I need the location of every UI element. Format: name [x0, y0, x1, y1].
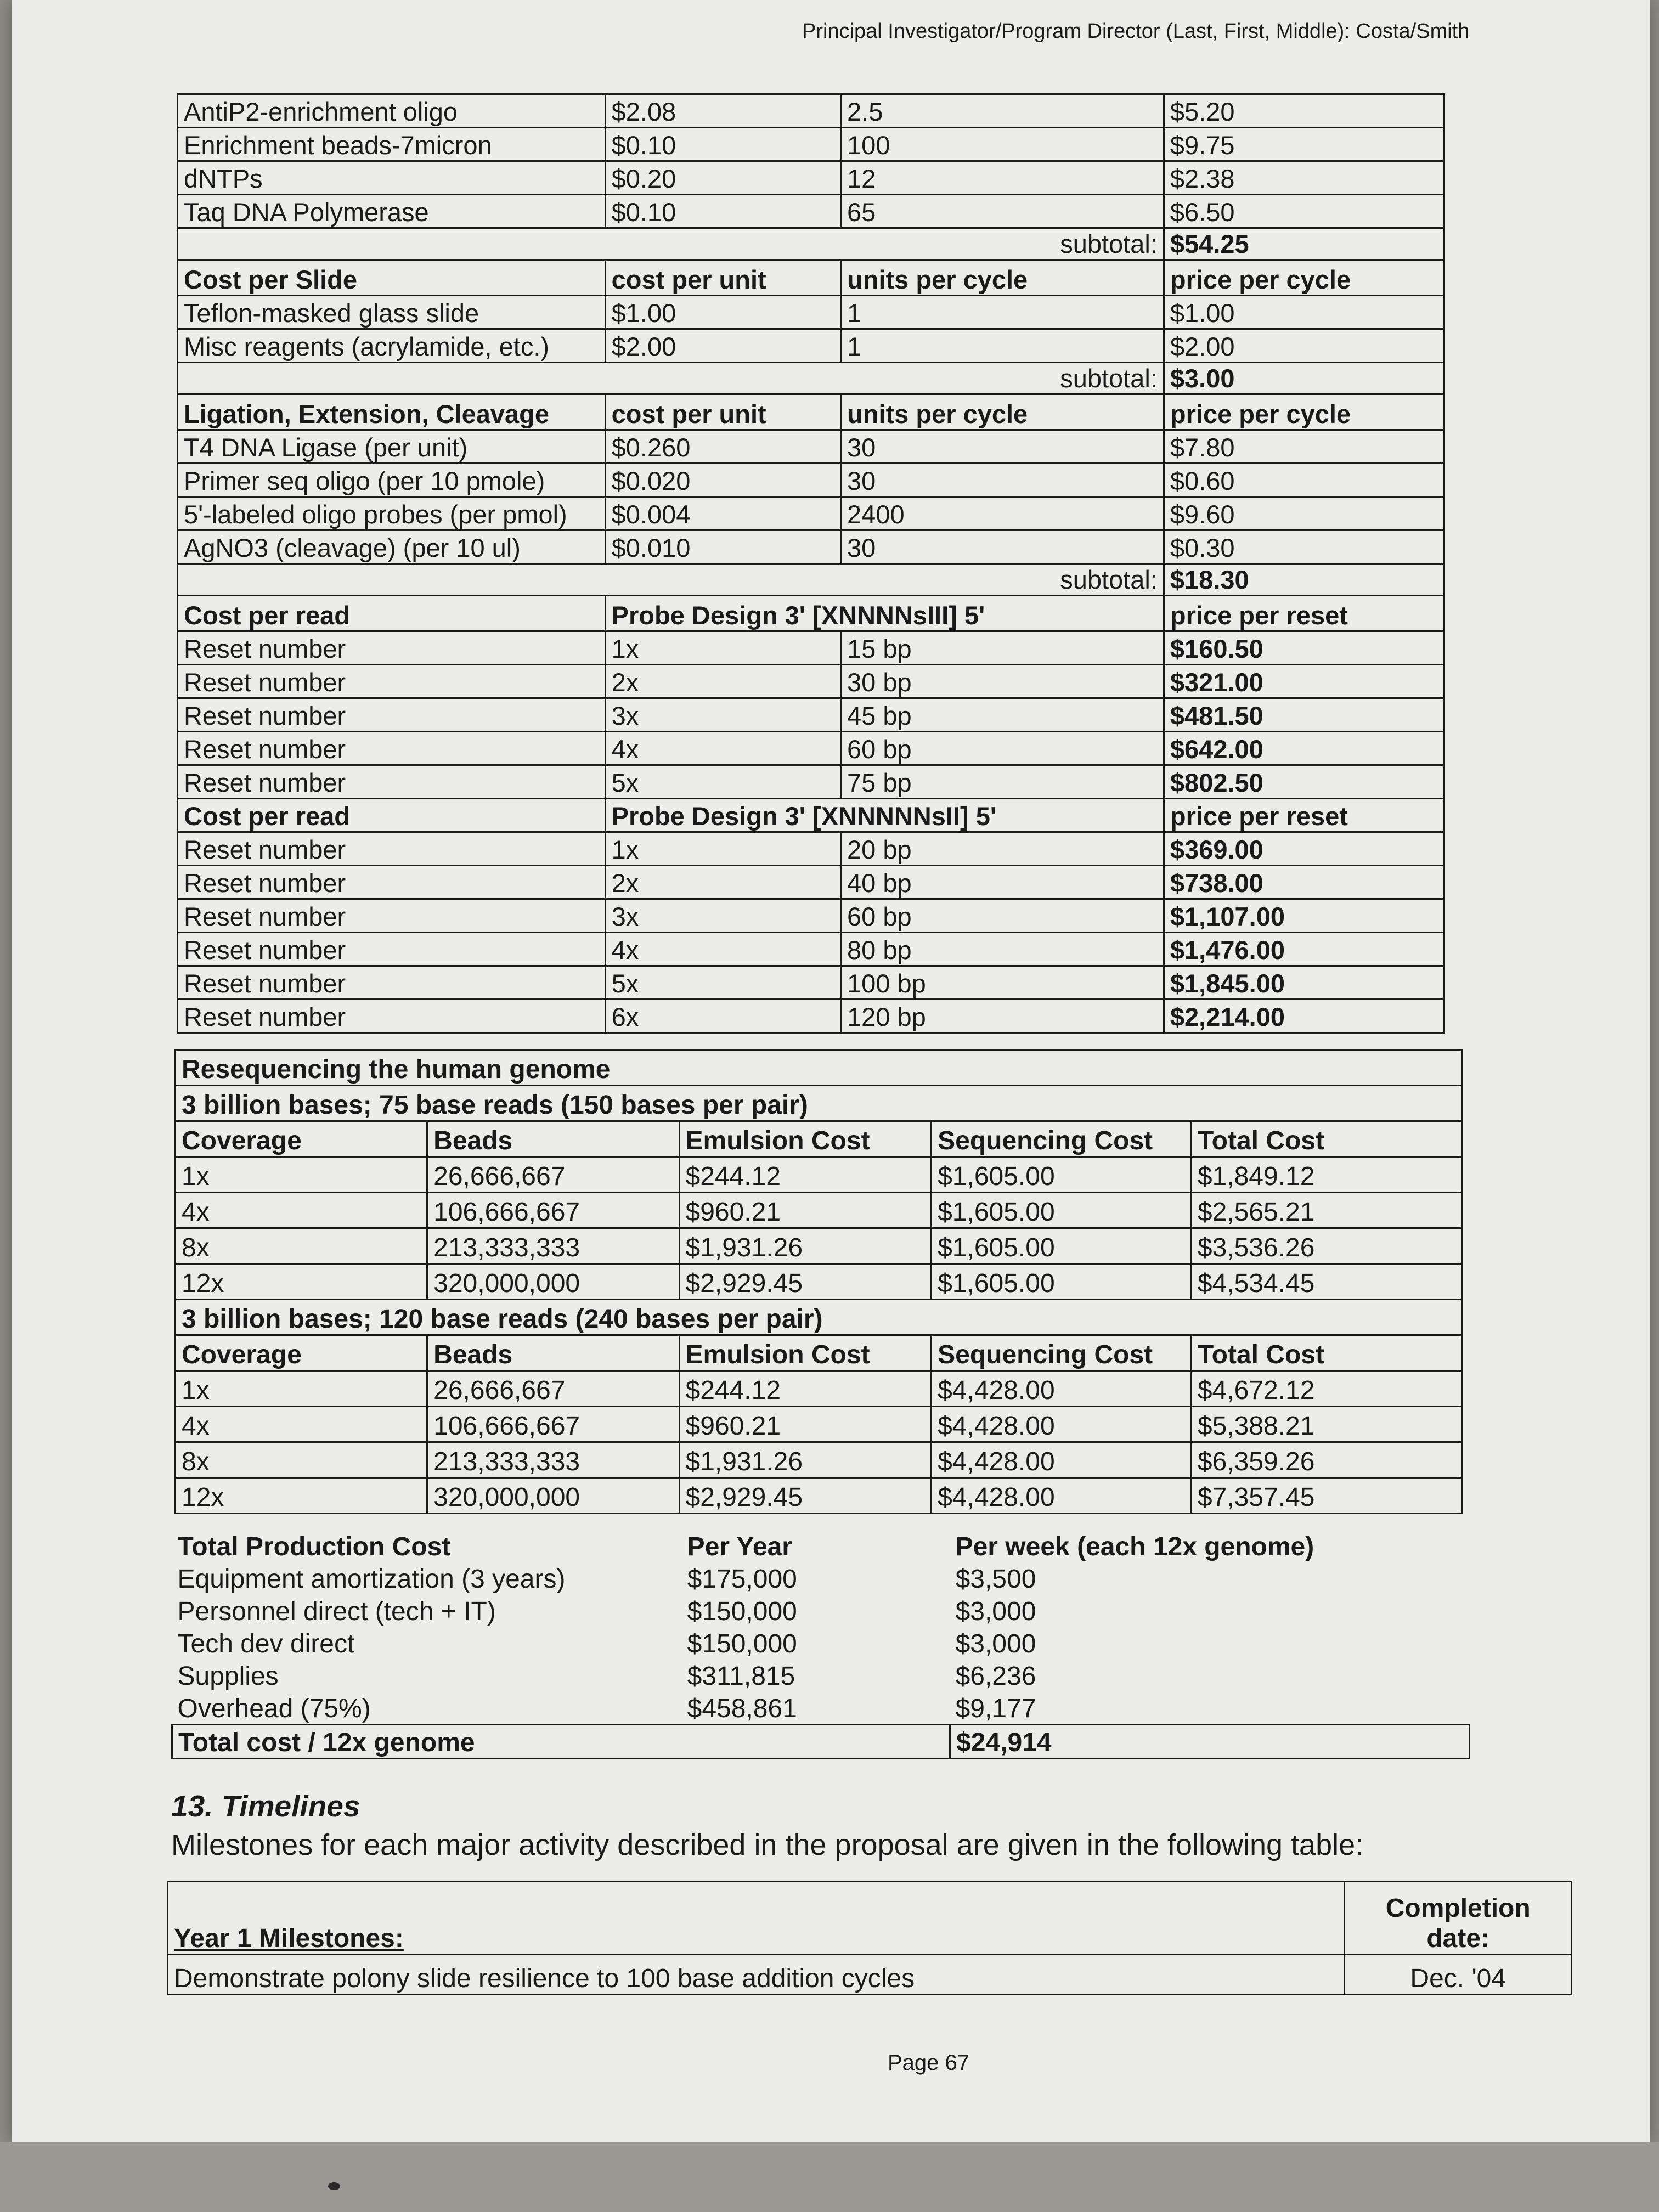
price-cell: $2.38 [1164, 161, 1444, 195]
cell: $5,388.21 [1191, 1407, 1462, 1442]
cell: $960.21 [679, 1407, 932, 1442]
price-cell: $0.30 [1164, 531, 1444, 564]
price-cell: $1,845.00 [1164, 966, 1444, 1000]
cell: 26,666,667 [427, 1157, 679, 1193]
probe-design-header: Probe Design 3' [XNNNNNsII] 5' [605, 799, 1164, 832]
price-cell: $481.50 [1164, 698, 1444, 732]
units-cell: 30 [841, 531, 1164, 564]
mult-cell: 4x [605, 933, 840, 966]
subtotal-label: subtotal: [178, 363, 1164, 394]
units-cell: 2.5 [841, 94, 1164, 128]
cell: $3,500 [955, 1565, 1036, 1594]
timelines-intro: Milestones for each major activity described in the proposal are given in the following table: [171, 1829, 1364, 1861]
ink-spot [328, 2182, 340, 2190]
mult-cell: 2x [605, 665, 840, 698]
cost-cell: $0.004 [605, 497, 840, 531]
price-cell: $0.60 [1164, 464, 1444, 497]
cell: $7,357.45 [1191, 1478, 1462, 1514]
bp-cell: 15 bp [841, 631, 1164, 665]
milestones-table [167, 1881, 1572, 1995]
table-row [178, 1000, 1444, 1033]
table-row [178, 866, 1444, 899]
table-row [178, 765, 1444, 799]
price-cell: $6.50 [1164, 195, 1444, 228]
table-row [176, 1157, 1462, 1193]
item-cell: Reset number [178, 765, 606, 799]
col-header: Total Production Cost [177, 1532, 451, 1561]
col-header: Sequencing Cost [932, 1121, 1192, 1157]
subtotal-label: subtotal: [178, 228, 1164, 260]
cell: $6,359.26 [1191, 1442, 1462, 1478]
price-cell: $1,107.00 [1164, 899, 1444, 933]
units-cell: 100 [841, 128, 1164, 161]
cell: 8x [176, 1442, 427, 1478]
table-row [178, 933, 1444, 966]
subtotal-row [178, 228, 1444, 260]
cell: $175,000 [687, 1565, 797, 1594]
cell: $3,000 [955, 1629, 1036, 1658]
table-row [178, 430, 1444, 464]
item-cell: Reset number [178, 966, 606, 1000]
subtitle-75bp: 3 billion bases; 75 base reads (150 bases per pair) [176, 1086, 1462, 1121]
resequencing-title: Resequencing the human genome [176, 1050, 1462, 1086]
cell: $244.12 [679, 1157, 932, 1193]
col-header: Per Year [687, 1532, 792, 1561]
section-header-row [178, 260, 1444, 296]
price-cell: $9.75 [1164, 128, 1444, 161]
price-cell: $2.00 [1164, 329, 1444, 363]
table-row [178, 329, 1444, 363]
table-row [178, 497, 1444, 531]
cell: 213,333,333 [427, 1228, 679, 1264]
cell: Equipment amortization (3 years) [177, 1565, 566, 1594]
production-cost-table [171, 1530, 1470, 1759]
cell: $1,931.26 [679, 1442, 932, 1478]
cost-cell: $0.020 [605, 464, 840, 497]
item-cell: Teflon-masked glass slide [178, 296, 606, 329]
table-row [178, 464, 1444, 497]
column-header-row [172, 1530, 1470, 1562]
item-cell: Taq DNA Polymerase [178, 195, 606, 228]
cell: 320,000,000 [427, 1478, 679, 1514]
subtotal-value: $3.00 [1164, 363, 1444, 394]
col-header: Total Cost [1191, 1335, 1462, 1371]
col-header: Sequencing Cost [932, 1335, 1192, 1371]
table-row [176, 1228, 1462, 1264]
subtotal-row [178, 564, 1444, 596]
milestone-text: Demonstrate polony slide resilience to 100 base addition cycles [168, 1955, 1345, 1995]
section-header-row [178, 799, 1444, 832]
price-cell: $1.00 [1164, 296, 1444, 329]
header-cell: Ligation, Extension, Cleavage [178, 394, 606, 430]
table-subtitle-row [176, 1300, 1462, 1335]
table-row [178, 966, 1444, 1000]
cell: $6,236 [955, 1662, 1036, 1691]
header-cell: units per cycle [841, 394, 1164, 430]
mult-cell: 5x [605, 966, 840, 1000]
cell: $1,849.12 [1191, 1157, 1462, 1193]
cell: 320,000,000 [427, 1264, 679, 1300]
col-header: Total Cost [1191, 1121, 1462, 1157]
cell: $4,428.00 [932, 1478, 1192, 1514]
table-row [172, 1594, 1470, 1627]
table-subtitle-row [176, 1086, 1462, 1121]
completion-header: Completion date: [1345, 1882, 1572, 1955]
total-value: $24,914 [950, 1725, 1470, 1759]
cell: Supplies [177, 1662, 279, 1691]
item-cell: Reset number [178, 1000, 606, 1033]
document-page [12, 0, 1650, 2142]
cell: $4,534.45 [1191, 1264, 1462, 1300]
table-row [178, 698, 1444, 732]
page-number: Page 67 [888, 2051, 970, 2075]
table-row [168, 1955, 1572, 1995]
column-header-row [176, 1335, 1462, 1371]
cost-cell: $0.10 [605, 195, 840, 228]
col-header: Beads [427, 1335, 679, 1371]
table-row [172, 1691, 1470, 1725]
table-row [178, 128, 1444, 161]
header-cell: Cost per read [178, 596, 606, 631]
item-cell: Reset number [178, 665, 606, 698]
cell: Tech dev direct [177, 1629, 355, 1658]
price-cell: $9.60 [1164, 497, 1444, 531]
price-cell: $5.20 [1164, 94, 1444, 128]
units-cell: 2400 [841, 497, 1164, 531]
subtitle-120bp: 3 billion bases; 120 base reads (240 bases per pair) [176, 1300, 1462, 1335]
table-row [176, 1407, 1462, 1442]
cell: $4,428.00 [932, 1371, 1192, 1407]
table-row [178, 94, 1444, 128]
cell: $311,815 [687, 1662, 795, 1691]
mult-cell: 5x [605, 765, 840, 799]
timelines-heading: 13. Timelines [171, 1789, 360, 1823]
units-cell: 65 [841, 195, 1164, 228]
cell: $458,861 [687, 1694, 797, 1723]
price-cell: $321.00 [1164, 665, 1444, 698]
cell: 8x [176, 1228, 427, 1264]
table-row [176, 1442, 1462, 1478]
cell: 1x [176, 1371, 427, 1407]
header-cell: price per reset [1164, 799, 1444, 832]
table-row [172, 1627, 1470, 1659]
bp-cell: 20 bp [841, 832, 1164, 866]
subtotal-row [178, 363, 1444, 394]
mult-cell: 2x [605, 866, 840, 899]
cost-cell: $2.08 [605, 94, 840, 128]
cost-cell: $1.00 [605, 296, 840, 329]
header-cell: price per reset [1164, 596, 1444, 631]
col-header: Coverage [176, 1335, 427, 1371]
units-cell: 30 [841, 464, 1164, 497]
price-cell: $369.00 [1164, 832, 1444, 866]
item-cell: Reset number [178, 732, 606, 765]
cell: $1,605.00 [932, 1264, 1192, 1300]
table-row [178, 195, 1444, 228]
cell: $960.21 [679, 1193, 932, 1228]
table-row [178, 631, 1444, 665]
milestone-header: Year 1 Milestones: [168, 1882, 1345, 1955]
col-header: Emulsion Cost [679, 1121, 932, 1157]
cell: 106,666,667 [427, 1407, 679, 1442]
mult-cell: 4x [605, 732, 840, 765]
total-row [172, 1725, 1470, 1759]
table-title-row [176, 1050, 1462, 1086]
cost-cell: $0.10 [605, 128, 840, 161]
cost-cell: $0.20 [605, 161, 840, 195]
table-row [178, 732, 1444, 765]
cost-cell: $0.260 [605, 430, 840, 464]
item-cell: T4 DNA Ligase (per unit) [178, 430, 606, 464]
table-row [178, 665, 1444, 698]
bp-cell: 75 bp [841, 765, 1164, 799]
probe-design-header: Probe Design 3' [XNNNNsIII] 5' [605, 596, 1164, 631]
section-header-row [178, 596, 1444, 631]
table-row [178, 899, 1444, 933]
table-row [178, 161, 1444, 195]
resequencing-table [174, 1049, 1463, 1514]
col-header: Coverage [176, 1121, 427, 1157]
header-cell: cost per unit [605, 394, 840, 430]
cell: $1,605.00 [932, 1193, 1192, 1228]
cell: $2,929.45 [679, 1264, 932, 1300]
total-label: Total cost / 12x genome [172, 1725, 682, 1759]
item-cell: Reset number [178, 698, 606, 732]
bp-cell: 45 bp [841, 698, 1164, 732]
cell: $3,000 [955, 1597, 1036, 1626]
cell: $3,536.26 [1191, 1228, 1462, 1264]
cell: 12x [176, 1478, 427, 1514]
cell: $150,000 [687, 1597, 797, 1626]
bp-cell: 120 bp [841, 1000, 1164, 1033]
cost-cell: $2.00 [605, 329, 840, 363]
bp-cell: 60 bp [841, 899, 1164, 933]
header-cell: price per cycle [1164, 260, 1444, 296]
mult-cell: 3x [605, 899, 840, 933]
floor-background [0, 2142, 1659, 2212]
cell: $150,000 [687, 1629, 797, 1658]
price-cell: $738.00 [1164, 866, 1444, 899]
cell: Overhead (75%) [177, 1694, 371, 1723]
milestone-date: Dec. '04 [1345, 1955, 1572, 1995]
pi-header: Principal Investigator/Program Director (Last, First, Middle): Costa/Smith [802, 20, 1470, 43]
item-cell: Enrichment beads-7micron [178, 128, 606, 161]
subtotal-value: $54.25 [1164, 228, 1444, 260]
mult-cell: 6x [605, 1000, 840, 1033]
table-row [178, 296, 1444, 329]
subtotal-label: subtotal: [178, 564, 1164, 596]
reagent-cost-table [177, 93, 1445, 1034]
section-header-row [178, 394, 1444, 430]
header-cell: Cost per Slide [178, 260, 606, 296]
item-cell: Primer seq oligo (per 10 pmole) [178, 464, 606, 497]
column-header-row [176, 1121, 1462, 1157]
cell: 4x [176, 1193, 427, 1228]
cell: $1,931.26 [679, 1228, 932, 1264]
item-cell: AgNO3 (cleavage) (per 10 ul) [178, 531, 606, 564]
mult-cell: 1x [605, 631, 840, 665]
cell: $9,177 [955, 1694, 1036, 1723]
subtotal-value: $18.30 [1164, 564, 1444, 596]
col-header: Beads [427, 1121, 679, 1157]
item-cell: AntiP2-enrichment oligo [178, 94, 606, 128]
price-cell: $7.80 [1164, 430, 1444, 464]
table-row [176, 1264, 1462, 1300]
cell: $1,605.00 [932, 1228, 1192, 1264]
cell: 106,666,667 [427, 1193, 679, 1228]
price-cell: $802.50 [1164, 765, 1444, 799]
table-row [172, 1659, 1470, 1691]
item-cell: Reset number [178, 899, 606, 933]
cell: $244.12 [679, 1371, 932, 1407]
cell: $2,929.45 [679, 1478, 932, 1514]
bp-cell: 60 bp [841, 732, 1164, 765]
cell: 12x [176, 1264, 427, 1300]
item-cell: dNTPs [178, 161, 606, 195]
table-row [178, 531, 1444, 564]
cell: $1,605.00 [932, 1157, 1192, 1193]
empty-cell [682, 1725, 950, 1759]
cell: 4x [176, 1407, 427, 1442]
units-cell: 1 [841, 329, 1164, 363]
item-cell: Misc reagents (acrylamide, etc.) [178, 329, 606, 363]
units-cell: 30 [841, 430, 1164, 464]
item-cell: Reset number [178, 631, 606, 665]
item-cell: Reset number [178, 866, 606, 899]
table-row [172, 1562, 1470, 1594]
cell: $4,428.00 [932, 1442, 1192, 1478]
price-cell: $642.00 [1164, 732, 1444, 765]
units-cell: 1 [841, 296, 1164, 329]
price-cell: $2,214.00 [1164, 1000, 1444, 1033]
cell: $4,672.12 [1191, 1371, 1462, 1407]
header-cell: units per cycle [841, 260, 1164, 296]
column-header-row [168, 1882, 1572, 1955]
cell: $4,428.00 [932, 1407, 1192, 1442]
cell: 26,666,667 [427, 1371, 679, 1407]
cell: $2,565.21 [1191, 1193, 1462, 1228]
cell: 1x [176, 1157, 427, 1193]
bp-cell: 40 bp [841, 866, 1164, 899]
bp-cell: 30 bp [841, 665, 1164, 698]
cost-cell: $0.010 [605, 531, 840, 564]
price-cell: $1,476.00 [1164, 933, 1444, 966]
item-cell: Reset number [178, 933, 606, 966]
cell: Personnel direct (tech + IT) [177, 1597, 496, 1626]
header-cell: price per cycle [1164, 394, 1444, 430]
bp-cell: 100 bp [841, 966, 1164, 1000]
header-cell: cost per unit [605, 260, 840, 296]
item-cell: 5'-labeled oligo probes (per pmol) [178, 497, 606, 531]
col-header: Emulsion Cost [679, 1335, 932, 1371]
bp-cell: 80 bp [841, 933, 1164, 966]
table-row [176, 1371, 1462, 1407]
header-cell: Cost per read [178, 799, 606, 832]
item-cell: Reset number [178, 832, 606, 866]
units-cell: 12 [841, 161, 1164, 195]
price-cell: $160.50 [1164, 631, 1444, 665]
mult-cell: 3x [605, 698, 840, 732]
cell: 213,333,333 [427, 1442, 679, 1478]
col-header: Per week (each 12x genome) [955, 1532, 1314, 1561]
table-row [176, 1193, 1462, 1228]
table-row [178, 832, 1444, 866]
table-row [176, 1478, 1462, 1514]
mult-cell: 1x [605, 832, 840, 866]
